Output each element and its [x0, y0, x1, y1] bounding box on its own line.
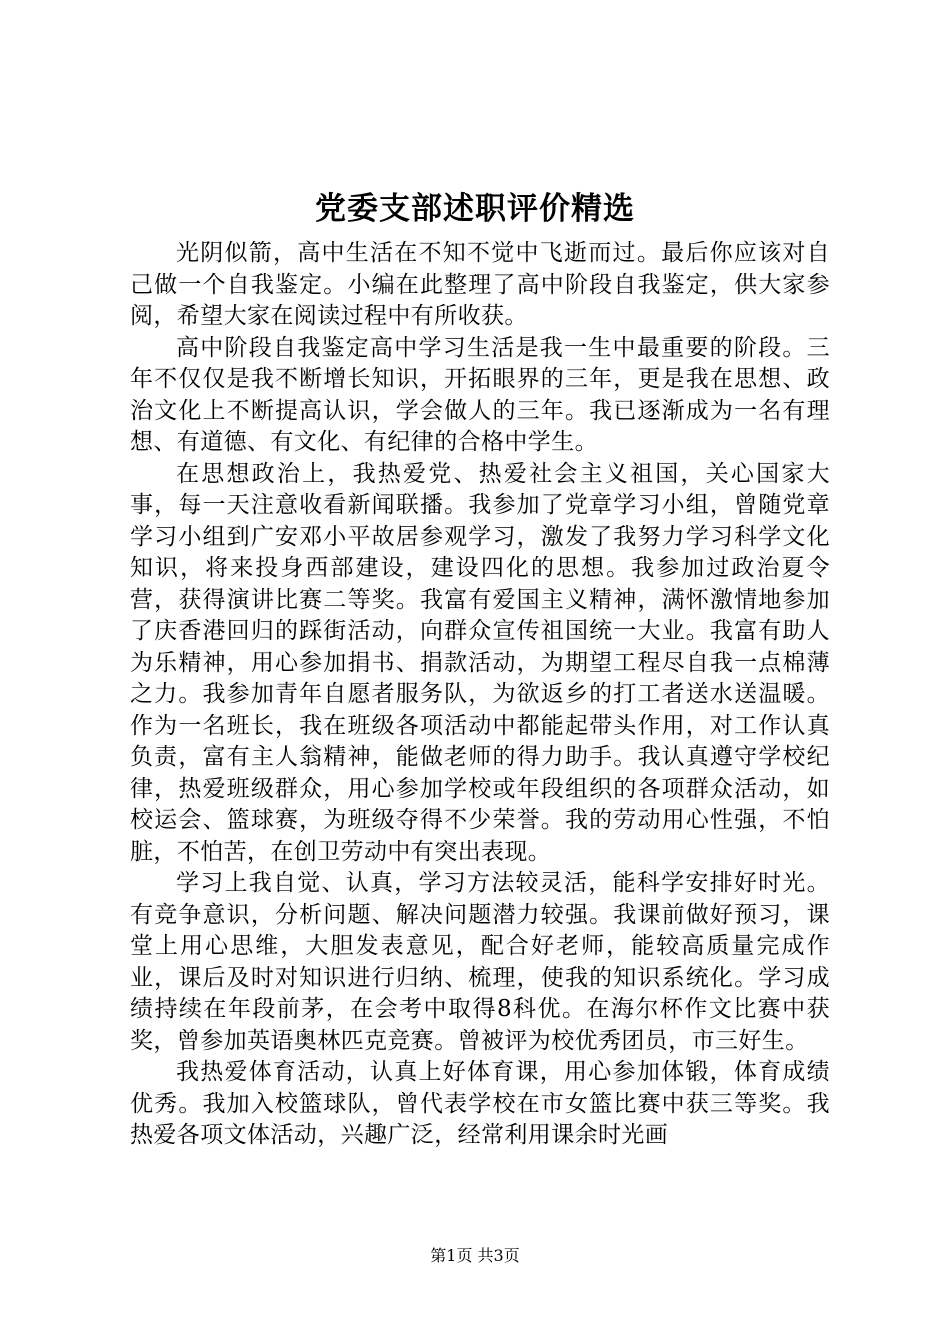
- paragraph-politics: 在思想政治上，我热爱党、热爱社会主义祖国，关心国家大事，每一天注意收看新闻联播。我参加了党章学习小组，曾随党章学习小组到广安邓小平故居参观学习，激发了我努力学习科学文化知识，将来投身西部建设，建设四化的思想。我参加过政治夏令营，获得演讲比赛二等奖。我富有爱国主义精神，满怀激情地参加了庆香港回归的踩街活动，向群众宣传祖国统一大业。我富有助人为乐精神，用心参加捐书、捐款活动，为期望工程尽自我一点棉薄之力。我参加青年自愿者服务队，为欲返乡的打工者送水送温暖。作为一名班长，我在班级各项活动中都能起带头作用，对工作认真负责，富有主人翁精神，能做老师的得力助手。我认真遵守学校纪律，热爱班级群众，用心参加学校或年段组织的各项群众活动，如校运会、篮球赛，为班级夺得不少荣誉。我的劳动用心性强，不怕脏，不怕苦，在创卫劳动中有突出表现。: [130, 460, 830, 865]
- paragraph-overview: 高中阶段自我鉴定高中学习生活是我一生中最重要的阶段。三年不仅仅是我不断增长知识，开拓眼界的三年，更是我在思想、政治文化上不断提高认识，学会做人的三年。我已逐渐成为一名有理想、有道德、有文化、有纪律的合格中学生。: [130, 334, 830, 455]
- document-title: 党委支部述职评价精选: [315, 191, 635, 227]
- paragraph-sports: 我热爱体育活动，认真上好体育课，用心参加体锻，体育成绩优秀。我加入校篮球队，曾代表学校在市女篮比赛中获三等奖。我热爱各项文体活动，兴趣广泛，经常利用课余时光画: [130, 1059, 830, 1148]
- page-footer: 第1页 共3页: [430, 1246, 520, 1265]
- paragraph-intro: 光阴似箭，高中生活在不知不觉中飞逝而过。最后你应该对自己做一个自我鉴定。小编在此整理了高中阶段自我鉴定，供大家参阅，希望大家在阅读过程中有所收获。: [130, 240, 830, 329]
- paragraph-study: 学习上我自觉、认真，学习方法较灵活，能科学安排好时光。有竞争意识，分析问题、解决问题潜力较强。我课前做好预习，课堂上用心思维，大胆发表意见，配合好老师，能较高质量完成作业，课后及时对知识进行归纳、梳理，使我的知识系统化。学习成绩持续在年段前茅，在会考中取得8科优。在海尔杯作文比赛中获奖，曾参加英语奥林匹克竞赛。曾被评为校优秀团员，市三好生。: [130, 870, 830, 1054]
- document-body: [130, 238, 830, 1152]
